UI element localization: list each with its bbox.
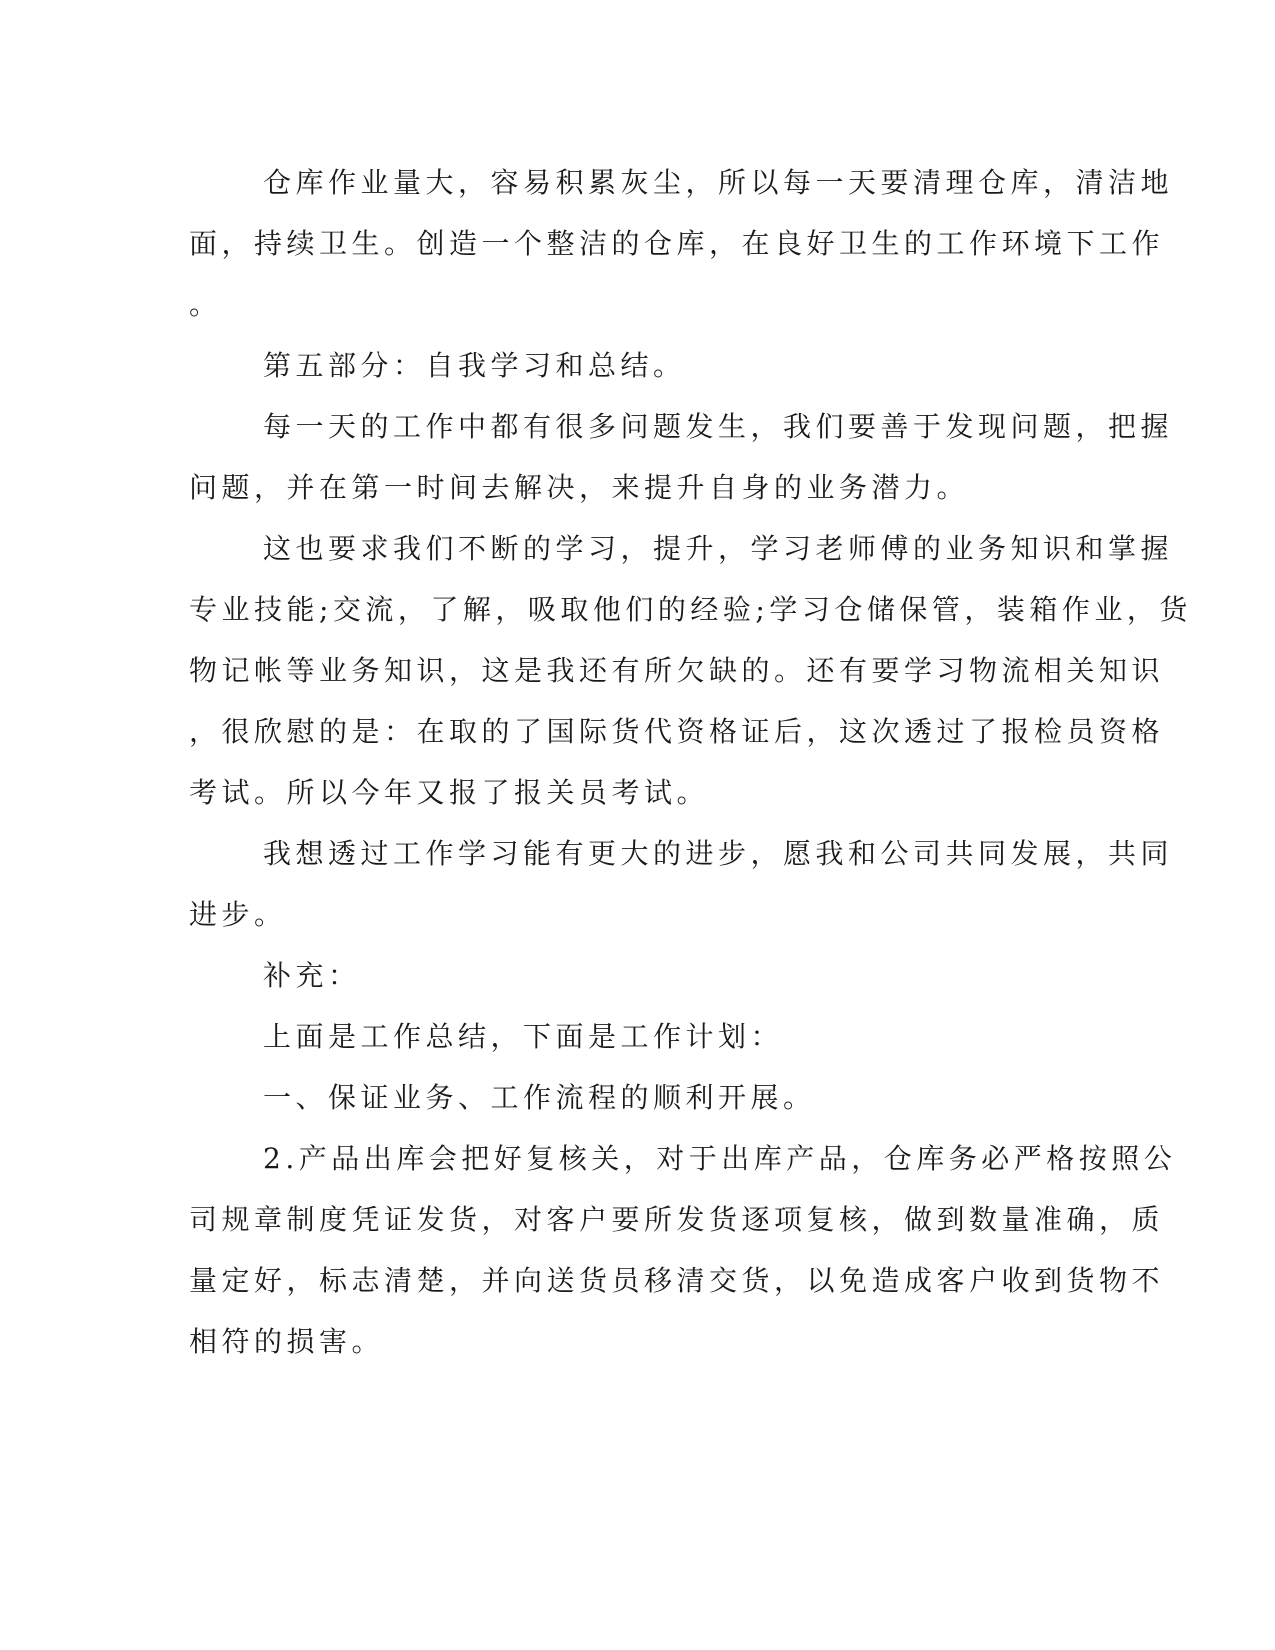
text-line: 相符的损害。: [189, 1325, 385, 1358]
text-line: 面，持续卫生。创造一个整洁的仓库，在良好卫生的工作环境下工作: [189, 227, 1165, 260]
plan-item-one: [189, 1067, 1075, 1128]
text-line: 考试。所以今年又报了报关员考试。: [189, 776, 710, 809]
document-body: [189, 152, 1192, 1372]
text-line: 问题，并在第一时间去解决，来提升自身的业务潜力。: [189, 471, 970, 504]
text-line: 2.产品出库会把好复核关，对于出库产品，仓库务必严格按照公: [263, 1142, 1177, 1175]
summary-plan-intro: [189, 1006, 1075, 1067]
text-line: 专业技能;交流，了解，吸取他们的经验;学习仓储保管，装箱作业，货: [189, 593, 1192, 626]
text-line: 。: [189, 288, 222, 321]
text-line: 这也要求我们不断的学习，提升，学习老师傅的业务知识和掌握: [263, 532, 1174, 565]
text-line: 司规章制度凭证发货，对客户要所发货逐项复核，做到数量准确，质: [189, 1203, 1165, 1236]
text-line: 一、保证业务、工作流程的顺利开展。: [263, 1081, 816, 1114]
text-line: ，很欣慰的是：在取的了国际货代资格证后，这次透过了报检员资格: [189, 715, 1165, 748]
paragraph-progress-wish: [189, 823, 1174, 945]
text-line: 进步。: [189, 898, 287, 931]
text-line: 物记帐等业务知识，这是我还有所欠缺的。还有要学习物流相关知识: [189, 654, 1165, 687]
text-line: 量定好，标志清楚，并向送货员移清交货，以免造成客户收到货物不: [189, 1264, 1165, 1297]
text-line: 我想透过工作学习能有更大的进步，愿我和公司共同发展，共同: [263, 837, 1174, 870]
text-line: 仓库作业量大，容易积累灰尘，所以每一天要清理仓库，清洁地: [263, 166, 1174, 199]
text-line: 补充：: [263, 959, 361, 992]
text-line: 第五部分：自我学习和总结。: [263, 349, 686, 382]
paragraph-continuous-learning: [189, 518, 1192, 823]
paragraph-warehouse-cleaning: [189, 152, 1174, 335]
text-line: 每一天的工作中都有很多问题发生，我们要善于发现问题，把握: [263, 410, 1174, 443]
section-five-heading: [189, 335, 1075, 396]
text-line: 上面是工作总结，下面是工作计划：: [263, 1020, 784, 1053]
paragraph-daily-problems: [189, 396, 1174, 518]
supplement-label: [189, 945, 1075, 1006]
plan-item-two: [189, 1128, 1177, 1372]
